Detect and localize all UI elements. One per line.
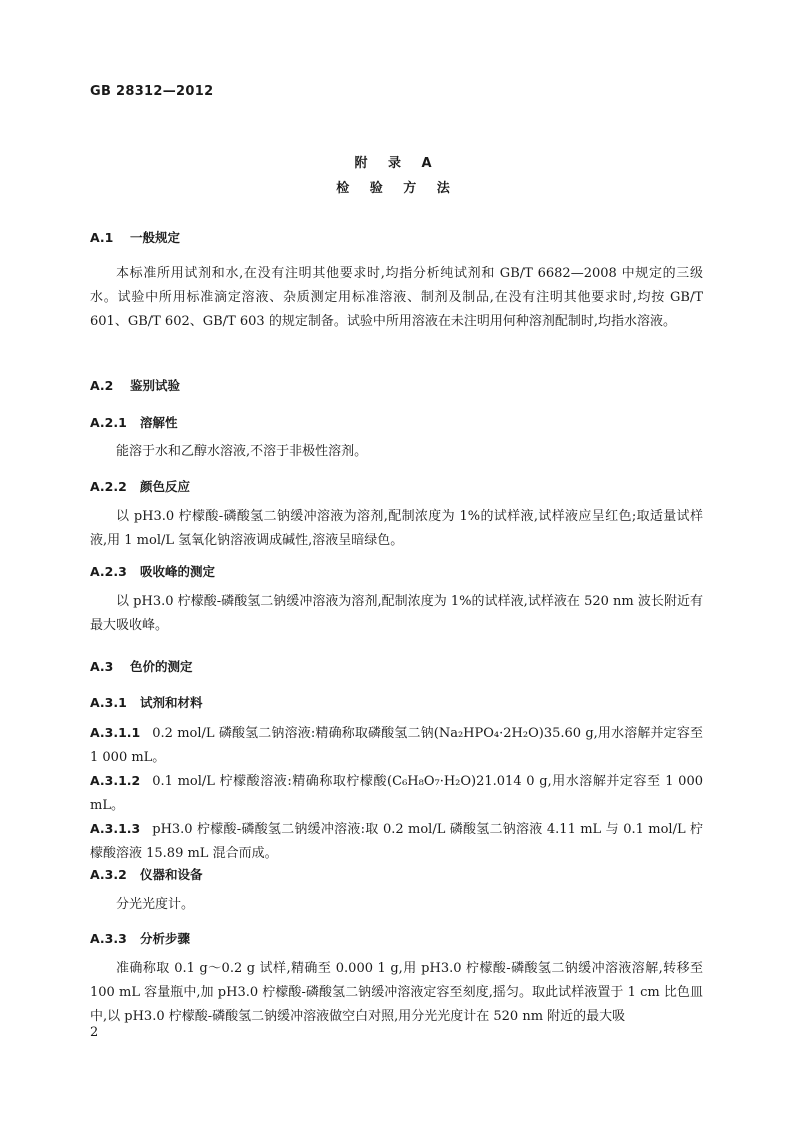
clause-text: pH3.0 柠檬酸-磷酸氢二钠缓冲溶液:取 0.2 mol/L 磷酸氢二钠溶液 4.11 mL 与 0.1 mol/L 柠檬酸溶液 15.89 mL 混合而成。	[90, 822, 703, 861]
section-number: A.3.1	[90, 695, 127, 710]
paragraph-instrument: 分光光度计。	[116, 897, 195, 912]
section-heading-a32	[90, 865, 203, 883]
section-title: 鉴别试验	[130, 378, 181, 393]
appendix-title: 检 验 方 法	[336, 181, 458, 196]
section-number: A.3.3	[90, 931, 127, 946]
section-title: 溶解性	[140, 415, 178, 430]
paragraph-analysis-steps: 准确称取 0.1 g～0.2 g 试样,精确至 0.000 1 g,用 pH3.0 柠檬酸-磷酸氢二钠缓冲溶液溶解,转移至 100 mL 容量瓶中,加 pH3.0 柠檬酸-磷酸氢二钠缓冲溶液定容至刻度,摇匀。取此试样液置于 1 cm 比色皿中,以 pH3.0 柠檬酸-磷酸氢二钠缓冲溶液做空白对照,用分光光度计在 520 nm 附近的最大吸	[90, 961, 703, 1024]
section-number: A.2.1	[90, 415, 127, 430]
paragraph-color-reaction: 以 pH3.0 柠檬酸-磷酸氢二钠缓冲溶液为溶剂,配制浓度为 1%的试样液,试样液应呈红色;取适量试样液,用 1 mol/L 氢氧化钠溶液调成碱性,溶液呈暗绿色。	[90, 509, 703, 548]
paragraph-solubility: 能溶于水和乙醇水溶液,不溶于非极性溶剂。	[116, 444, 368, 459]
section-title: 色价的测定	[130, 659, 193, 674]
section-number: A.2.2	[90, 479, 127, 494]
clause-text: 0.1 mol/L 柠檬酸溶液:精确称取柠檬酸(C₆H₈O₇·H₂O)21.014 0 g,用水溶解并定容至 1 000 mL。	[90, 774, 703, 813]
section-title: 试剂和材料	[140, 695, 203, 710]
clause-text: 0.2 mol/L 磷酸氢二钠溶液:精确称取磷酸氢二钠(Na₂HPO₄·2H₂O)35.60 g,用水溶解并定容至 1 000 mL。	[90, 726, 703, 765]
section-number: A.1	[90, 230, 114, 245]
clause-number: A.3.1.3	[90, 821, 141, 836]
standard-number: GB 28312—2012	[90, 84, 214, 99]
section-title: 颜色反应	[140, 479, 191, 494]
section-title: 吸收峰的测定	[140, 564, 216, 579]
paragraph-absorption-peak: 以 pH3.0 柠檬酸-磷酸氢二钠缓冲溶液为溶剂,配制浓度为 1%的试样液,试样液在 520 nm 波长附近有最大吸收峰。	[90, 594, 703, 633]
section-number: A.2	[90, 378, 114, 393]
appendix-label: 附 录 A	[354, 156, 440, 171]
section-heading-a33	[90, 929, 190, 947]
section-heading-a21	[90, 413, 178, 431]
paragraph-general-rules: 本标准所用试剂和水,在没有注明其他要求时,均指分析纯试剂和 GB/T 6682—2008 中规定的三级水。试验中所用标准滴定溶液、杂质测定用标准溶液、制剂及制品,在没有注明其他要求时,均按 GB/T 601、GB/T 602、GB/T 603 的规定制备。试验中所用溶液在未注明用何种溶剂配制时,均指水溶液。	[90, 266, 703, 329]
section-heading-a3	[90, 657, 193, 675]
section-number: A.3	[90, 659, 114, 674]
clause-number: A.3.1.1	[90, 725, 141, 740]
reagent-a313	[90, 817, 703, 866]
section-heading-a23	[90, 562, 215, 580]
section-title: 分析步骤	[140, 931, 191, 946]
section-heading-a1	[90, 228, 180, 246]
section-heading-a22	[90, 477, 190, 495]
section-heading-a2	[90, 376, 180, 394]
section-heading-a31	[90, 693, 203, 711]
section-number: A.2.3	[90, 564, 127, 579]
reagent-a312	[90, 769, 703, 818]
section-title: 仪器和设备	[140, 867, 203, 882]
section-title: 一般规定	[130, 230, 181, 245]
section-number: A.3.2	[90, 867, 127, 882]
clause-number: A.3.1.2	[90, 773, 141, 788]
reagent-a311	[90, 721, 703, 770]
page-number: 2	[90, 1025, 99, 1040]
